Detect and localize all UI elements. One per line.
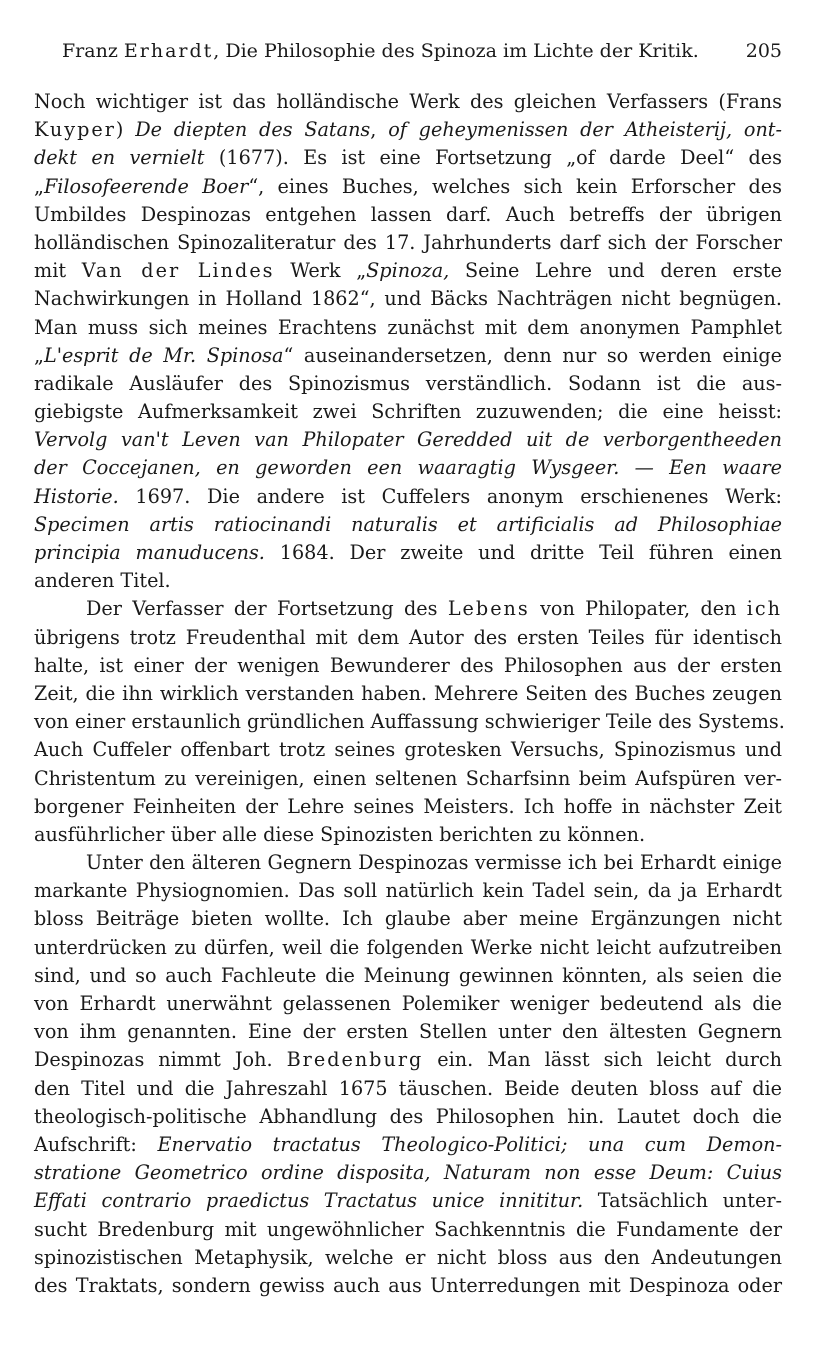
italic-title-text: principia manuducens.	[34, 541, 265, 564]
text-line	[34, 144, 782, 172]
text-line	[34, 116, 782, 144]
text-line	[34, 1159, 782, 1187]
text-line	[34, 1187, 782, 1215]
text-segment: bloss Beiträge bieten wollte. Ich glaube aber meine Ergänzungen nicht	[34, 907, 782, 931]
text-line	[34, 173, 782, 201]
text-line	[34, 793, 782, 821]
text-line	[34, 1216, 782, 1244]
text-segment: Seine Lehre und deren erste	[449, 259, 782, 283]
italic-title-text: L'esprit de Mr. Spinosa	[43, 343, 284, 367]
text-segment: sucht Bredenburg mit ungewöhnlicher Sachkenntnis die Fundamente der	[34, 1217, 782, 1241]
text-line	[34, 1272, 782, 1300]
text-segment: Aufschrift:	[34, 1132, 158, 1156]
text-segment: unterdrücken zu dürfen, weil die folgenden Werke nicht leicht aufzutreiben	[34, 935, 782, 959]
text-segment: von ihm genannten. Eine der ersten Stellen unter den ältesten Gegnern	[34, 1020, 782, 1044]
text-segment: Werk „	[274, 259, 367, 283]
text-segment: Auch Cuffeler offenbart trotz seines grotesken Versuchs, Spinozismus und	[34, 738, 782, 762]
italic-title-text: dekt en vernielt	[34, 146, 205, 170]
spaced-name-text: Van der Lindes	[81, 259, 275, 283]
text-segment: holländischen Spinozaliteratur des 17. Jahrhunderts darf sich der Forscher	[34, 230, 782, 254]
italic-title-text: Filosofeerende Boer	[43, 174, 249, 198]
text-line	[34, 342, 782, 370]
running-header	[34, 36, 782, 66]
text-line	[34, 1046, 782, 1074]
text-line	[34, 849, 782, 877]
text-line	[34, 201, 782, 229]
italic-title-text: Specimen artis ratiocinandi naturalis et artificialis ad Philosophiae	[34, 512, 782, 536]
text-segment: Nachwirkungen in Holland 1862“, und Bäcks Nachträgen nicht begnügen.	[34, 287, 782, 311]
text-line	[34, 229, 782, 257]
text-line	[34, 370, 782, 398]
body-text	[34, 88, 785, 1300]
text-line	[34, 567, 782, 595]
text-segment: Der Verfasser der Fortsetzung des	[86, 597, 448, 621]
text-segment: 1697. Die andere ist Cuffelers anonym erschienenes Werk:	[118, 484, 782, 508]
text-line	[34, 765, 782, 793]
text-line	[34, 877, 782, 905]
text-line	[34, 398, 782, 426]
text-line	[34, 539, 782, 567]
text-segment: markante Physiognomien. Das soll natürlich kein Tadel sein, da ja Erhardt	[34, 879, 782, 903]
spaced-name-text: Bredenburg	[286, 1048, 424, 1072]
text-segment: Man muss sich meines Erachtens zunächst mit dem anonymen Pamphlet	[34, 315, 782, 339]
text-segment: Umbildes Despinozas entgehen lassen darf. Auch betreffs der übrigen	[34, 202, 782, 226]
text-segment: Christentum zu vereinigen, einen seltenen Scharfsinn beim Aufspüren ver-	[34, 766, 782, 790]
text-segment: “ auseinandersetzen, denn nur so werden einige	[283, 343, 782, 367]
text-segment: )	[115, 118, 136, 142]
text-segment: (1677). Es ist eine Fortsetzung „of darde Deel“ des	[204, 146, 783, 170]
header-author-first: Franz	[62, 40, 118, 62]
text-segment: giebigste Aufmerksamkeit zwei Schriften zuzuwenden; die eine heisst:	[34, 400, 782, 424]
text-segment: sind, und so auch Fachleute die Meinung gewinnen könnten, als seien die	[34, 963, 782, 987]
text-line	[34, 285, 782, 313]
text-segment: anderen Titel.	[34, 569, 171, 593]
text-line	[34, 257, 782, 285]
spaced-name-text: Kuyper	[34, 118, 116, 142]
text-line	[34, 483, 782, 511]
spaced-name-text: Lebens	[447, 597, 530, 621]
text-line	[34, 990, 782, 1018]
text-segment: den Titel und die Jahreszahl 1675 täuschen. Beide deuten bloss auf die	[34, 1076, 782, 1100]
italic-title-text: Enervatio tractatus Theologico-Politici; una cum Demon-	[157, 1132, 782, 1156]
text-segment: übrigens trotz Freudenthal mit dem Autor des ersten Teiles für identisch	[34, 625, 782, 649]
spaced-name-text: ich	[746, 597, 782, 621]
italic-title-text: De diepten des Satans	[135, 118, 371, 142]
text-segment: von Erhardt unerwähnt gelassenen Polemiker weniger bedeutend als die	[34, 992, 782, 1015]
italic-title-text: Vervolg van't Leven van Philopater Geredded uit de verborgentheeden	[34, 428, 782, 452]
italic-title-text: stratione Geometrico ordine disposita, Naturam non esse Deum: Cuius	[34, 1161, 782, 1185]
text-line	[34, 88, 782, 116]
text-segment: radikale Ausläufer des Spinozismus verständlich. Sodann ist die aus-	[34, 371, 782, 395]
text-segment: 1684. Der zweite und dritte Teil führen einen	[264, 541, 783, 564]
italic-title-text: of geheymenissen der Atheisterij, ont-	[388, 118, 783, 142]
italic-title-text: der Coccejanen, en geworden een waaragtig Wysgeer. — Een waare	[34, 456, 782, 480]
text-segment: ,	[370, 118, 389, 142]
text-segment: borgener Feinheiten der Lehre seines Meisters. Ich hoffe in nächster Zeit	[34, 794, 782, 818]
text-line	[34, 680, 782, 708]
running-title	[62, 36, 699, 66]
text-line	[34, 708, 785, 736]
italic-title-text: Historie.	[34, 484, 119, 508]
text-line	[34, 1103, 782, 1131]
text-line	[34, 314, 782, 342]
text-segment: Unter den älteren Gegnern Despinozas vermisse ich bei Erhardt einige	[86, 851, 782, 875]
text-segment: spinozistischen Metaphysik, welche er nicht bloss aus den Andeutungen	[34, 1245, 782, 1269]
text-segment: mit	[34, 259, 82, 283]
text-segment: Zeit, die ihn wirklich verstanden haben. Mehrere Seiten des Buches zeugen	[34, 681, 782, 705]
text-segment: ein. Man lässt sich leicht durch	[423, 1048, 782, 1072]
text-line	[34, 652, 782, 680]
text-line	[34, 1075, 782, 1103]
text-line	[34, 905, 782, 933]
text-segment: theologisch-politische Abhandlung des Philosophen hin. Lautet doch die	[34, 1104, 782, 1128]
text-line	[34, 821, 782, 849]
text-line	[34, 1131, 782, 1159]
text-segment: „	[34, 174, 44, 198]
text-line	[34, 962, 782, 990]
text-line	[34, 426, 782, 454]
italic-title-text: Spinoza,	[366, 259, 450, 283]
header-title: , Die Philosophie des Spinoza im Lichte der Kritik.	[213, 40, 699, 62]
text-line	[34, 1018, 782, 1046]
text-line	[34, 595, 782, 623]
text-line	[34, 934, 782, 962]
italic-title-text: Effati contrario praedictus Tractatus unice innititur.	[34, 1189, 584, 1213]
text-line	[34, 736, 782, 764]
text-segment: Noch wichtiger ist das holländische Werk des gleichen Verfassers (Frans	[34, 90, 782, 113]
text-segment: Despinozas nimmt Joh.	[34, 1048, 287, 1072]
text-segment: von einer erstaunlich gründlichen Auffassung schwieriger Teile des Systems.	[34, 710, 785, 734]
text-segment: Tatsächlich unter-	[583, 1189, 783, 1213]
text-line	[34, 511, 782, 539]
page-number: 205	[745, 40, 782, 62]
text-line	[34, 624, 782, 652]
text-segment: von Philopater, den	[529, 597, 747, 621]
text-segment: ausführlicher über alle diese Spinozisten berichten zu können.	[34, 822, 646, 846]
text-segment: des Traktats, sondern gewiss auch aus Unterredungen mit Despinoza oder	[34, 1273, 782, 1297]
header-author-name: Erhardt	[123, 40, 214, 62]
text-line	[34, 454, 782, 482]
text-segment: „	[34, 343, 44, 367]
text-line	[34, 1244, 782, 1272]
text-segment: halte, ist einer der wenigen Bewunderer des Philosophen aus der ersten	[34, 653, 782, 677]
text-segment: “, eines Buches, welches sich kein Erforscher des	[248, 174, 782, 198]
